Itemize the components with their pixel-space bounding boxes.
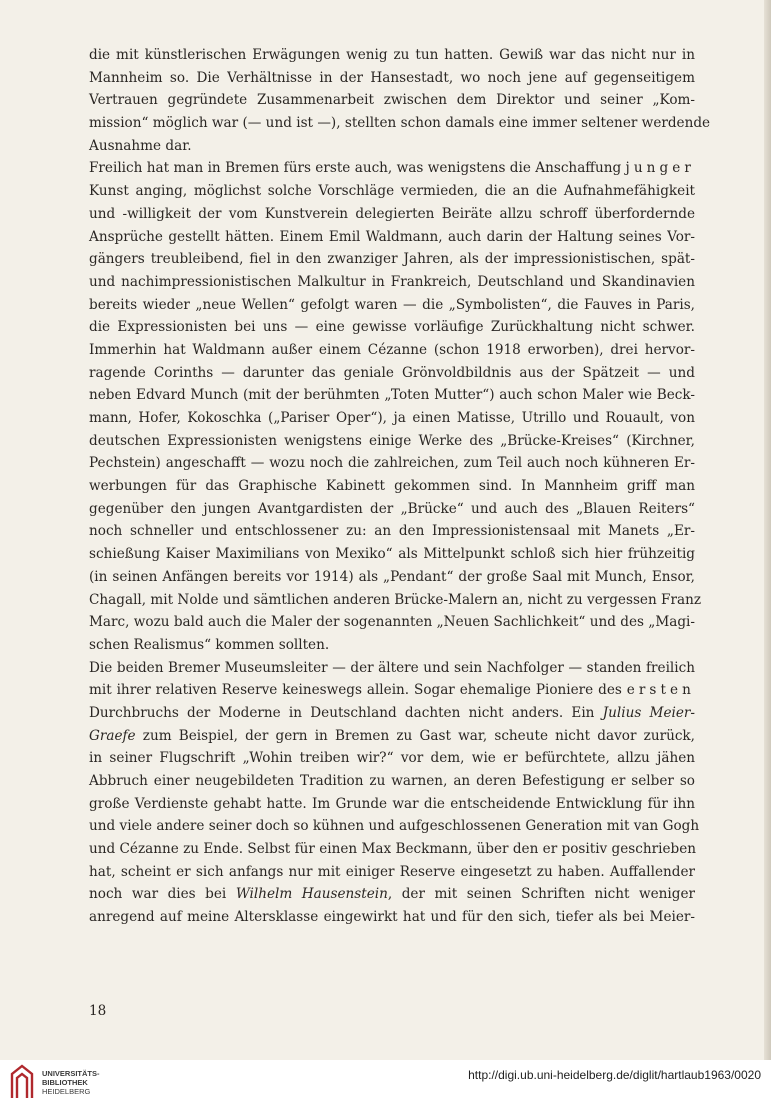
- page-number: 18: [89, 1003, 107, 1019]
- text-line: [89, 271, 695, 294]
- text-line: [89, 157, 695, 180]
- text-run: werbungen für das Graphische Kabinett gekommen sind. In Mannheim griff man: [89, 478, 695, 495]
- text-line: [89, 747, 695, 770]
- text-run: Abbruch einer neugebildeten Tradition zu warnen, an deren Befestigung er selber so: [89, 773, 695, 789]
- text-run: die Expressionisten bei uns — eine gewisse vorläufige Zurückhaltung nicht schwer.: [89, 319, 695, 336]
- text-line: [89, 67, 695, 90]
- library-name-line: UNIVERSITÄTS-: [42, 1069, 100, 1078]
- text-run: und -willigkeit der vom Kunstverein delegierten Beiräte allzu schroff überfordernde: [89, 205, 695, 222]
- text-line: [89, 520, 695, 543]
- text-run: , der mit seinen Schriften nicht weniger: [387, 886, 695, 903]
- text-line: [89, 248, 695, 271]
- text-line: [89, 906, 695, 929]
- text-run: Die beiden Bremer Museumsleiter — der ältere und sein Nachfolger — standen freilich: [89, 659, 695, 676]
- text-line: [89, 793, 695, 816]
- text-run: Julius Meier-: [602, 704, 695, 721]
- body-text: [89, 44, 711, 929]
- text-run: neben Edvard Munch (mit der berühmten „Toten Mutter“) auch schon Maler wie Beck-: [89, 387, 695, 404]
- text-run: deutschen Expressionisten wenigstens einige Werke des „Brücke-Kreises“ (Kirchner,: [89, 432, 695, 449]
- text-run: Vertrauen gegründete Zusammenarbeit zwischen dem Direktor und seiner „Kom-: [89, 92, 695, 109]
- text-line: [89, 362, 695, 385]
- text-line: [89, 838, 695, 861]
- text-run: hat, scheint er sich anfangs nur mit einiger Reserve eingesetzt zu haben. Auffallender: [89, 863, 695, 880]
- text-run: schen Realismus“ kommen sollten.: [89, 636, 330, 653]
- text-run: mann, Hofer, Kokoschka („Pariser Oper“), ja einen Matisse, Utrillo und Rouault, von: [89, 410, 695, 426]
- text-line: [89, 316, 695, 339]
- text-run: junger: [625, 160, 695, 177]
- text-run: zum Beispiel, der gern in Bremen zu Gast war, scheute nicht davor zurück,: [135, 727, 695, 744]
- text-line: [89, 634, 695, 657]
- text-run: Pechstein) angeschafft — wozu noch die zahlreichen, zum Teil auch noch kühneren Er-: [89, 455, 695, 472]
- text-line: [89, 770, 695, 793]
- text-line: [89, 430, 695, 453]
- text-run: Graefe: [89, 727, 136, 744]
- text-run: Chagall, mit Nolde und sämtlichen anderen Brücke-Malern an, nicht zu vergessen Franz: [89, 591, 702, 608]
- text-run: Durchbruchs der Moderne in Deutschland dachten nicht anders. Ein: [89, 704, 603, 721]
- text-line: [89, 815, 700, 838]
- text-line: [89, 498, 695, 521]
- text-line: [89, 180, 695, 203]
- text-line: [89, 44, 695, 67]
- text-run: und viele andere seiner doch so kühnen und aufgeschlossenen Generation mit van Gogh: [89, 818, 700, 835]
- text-run: ragende Corinths — darunter das geniale Grönvoldbildnis aus der Spätzeit — und: [89, 364, 695, 381]
- text-run: anregend auf meine Altersklasse eingewirkt hat und für den sich, tiefer als bei Meier-: [89, 909, 695, 926]
- page-edge: [764, 0, 771, 1060]
- text-line: [89, 294, 695, 317]
- text-line: [89, 566, 695, 589]
- text-line: [89, 543, 695, 566]
- text-run: bereits wieder „neue Wellen“ gefolgt waren — die „Symbolisten“, die Fauves in Paris,: [89, 296, 695, 313]
- text-run: noch schneller und entschlossener zu: an den Impressionistensaal mit Manets „Er-: [89, 523, 695, 540]
- text-line: [89, 339, 695, 362]
- text-line: [89, 384, 695, 407]
- text-line: [89, 725, 695, 748]
- text-line: [89, 112, 711, 135]
- library-logo-icon[interactable]: [8, 1064, 36, 1100]
- text-run: Mannheim so. Die Verhältnisse in der Hansestadt, wo noch jene auf gegenseitigem: [89, 69, 695, 86]
- library-name: [42, 1069, 100, 1096]
- text-line: [89, 135, 695, 158]
- text-run: Kunst anging, möglichst solche Vorschläge vermieden, die an die Aufnahmefähigkeit: [89, 183, 695, 200]
- text-line: [89, 226, 695, 249]
- text-run: mit ihrer relativen Reserve keineswegs allein. Sogar ehemalige Pioniere des: [89, 682, 627, 699]
- text-run: (in seinen Anfängen bereits vor 1914) als „Pendant“ der große Saal mit Munch, Ensor,: [89, 568, 695, 585]
- text-line: [89, 702, 695, 725]
- text-run: gegenüber den jungen Avantgardisten der „Brücke“ und auch des „Blauen Reiters“: [89, 500, 695, 517]
- text-run: und Cézanne zu Ende. Selbst für einen Max Beckmann, über den er positiv geschrieben: [89, 841, 697, 858]
- library-name-line: HEIDELBERG: [42, 1087, 91, 1096]
- text-line: [89, 589, 702, 612]
- text-run: schießung Kaiser Maximilians von Mexiko“ als Mittelpunkt schloß sich hier frühzeitig: [89, 546, 695, 563]
- text-run: gängers treubleibend, fiel in den zwanziger Jahren, als der impressionistischen, spät-: [89, 251, 695, 268]
- text-line: [89, 452, 695, 475]
- text-line: [89, 407, 695, 430]
- source-url-link[interactable]: http://digi.ub.uni-heidelberg.de/diglit/hartlaub1963/0020: [468, 1068, 761, 1082]
- text-run: Freilich hat man in Bremen fürs erste auch, was wenigstens die Anschaffung: [89, 160, 626, 177]
- text-run: Immerhin hat Waldmann außer einem Cézanne (schon 1918 erworben), drei hervor-: [89, 341, 695, 358]
- text-run: Wilhelm Hausenstein: [235, 886, 388, 903]
- text-run: Marc, wozu bald auch die Maler der sogenannten „Neuen Sachlichkeit“ und des „Magi-: [89, 614, 695, 631]
- text-run: Ansprüche gestellt hätten. Einem Emil Waldmann, auch darin der Haltung seines Vor-: [89, 228, 695, 245]
- text-line: [89, 883, 695, 906]
- text-run: mission“ möglich war (— und ist —), stellten schon damals eine immer seltener werdende: [89, 115, 711, 132]
- text-line: [89, 657, 695, 680]
- text-line: [89, 203, 695, 226]
- text-line: [89, 861, 695, 884]
- text-run: ersten: [626, 682, 695, 699]
- text-line: [89, 89, 695, 112]
- text-run: die mit künstlerischen Erwägungen wenig zu tun hatten. Gewiß war das nicht nur in: [89, 47, 695, 63]
- text-run: noch war dies bei: [89, 886, 236, 903]
- text-run: Ausnahme dar.: [89, 137, 192, 154]
- text-run: und nachimpressionistischen Malkultur in Frankreich, Deutschland und Skandinavien: [89, 273, 695, 290]
- text-run: in seiner Flugschrift „Wohin treiben wir?“ vor dem, wie er befürchtete, allzu jähen: [89, 750, 695, 767]
- text-line: [89, 611, 695, 634]
- text-line: [89, 679, 695, 702]
- text-run: große Verdienste gehabt hatte. Im Grunde war die entscheidende Entwicklung für ihn: [89, 795, 695, 812]
- text-line: [89, 475, 695, 498]
- library-name-line: BIBLIOTHEK: [42, 1078, 88, 1087]
